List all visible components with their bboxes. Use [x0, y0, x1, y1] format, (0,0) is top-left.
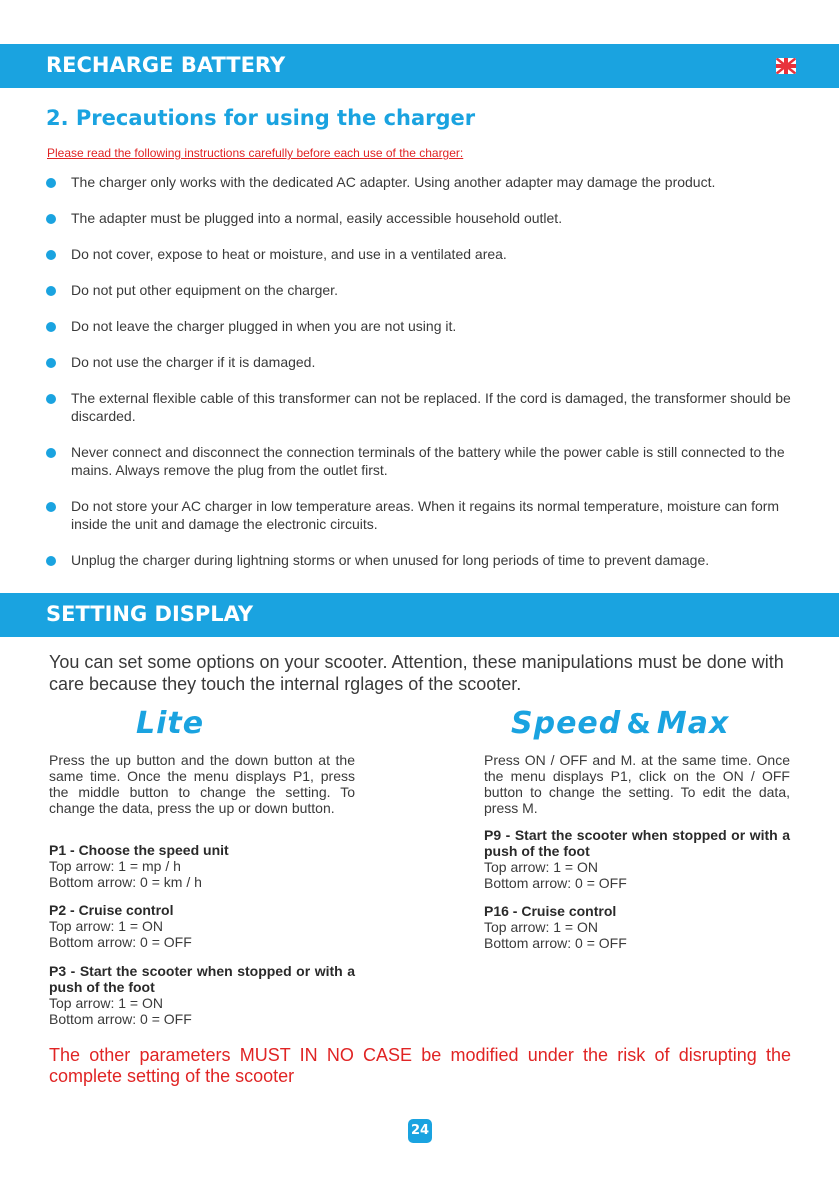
param-top-arrow: Top arrow: 1 = ON — [484, 859, 598, 875]
param-bottom-arrow: Bottom arrow: 0 = OFF — [484, 875, 627, 891]
param-top-arrow: Top arrow: 1 = ON — [484, 919, 598, 935]
recharge-battery-header — [0, 44, 839, 88]
param-heading: P16 - Cruise control — [484, 903, 617, 919]
speed-logo-text: Speed — [511, 706, 622, 741]
list-item: The charger only works with the dedicated AC adapter. Using another adapter may damage the product. — [46, 173, 796, 191]
param-heading: P2 - Cruise control — [49, 902, 174, 918]
param-bottom-arrow: Bottom arrow: 0 = OFF — [49, 1011, 192, 1027]
list-item: Never connect and disconnect the connection terminals of the battery while the power cable is still connected to the mains. Always remove the plug from the outlet first. — [46, 443, 796, 479]
lite-logo: Lite — [136, 706, 205, 741]
param-heading: P9 - Start the scooter when stopped or with a push of the foot — [484, 827, 790, 859]
param-bottom-arrow: Bottom arrow: 0 = OFF — [484, 935, 627, 951]
bullet-dot-icon — [46, 502, 56, 512]
list-item: The adapter must be plugged into a normal, easily accessible household outlet. — [46, 209, 796, 227]
param-block-p16 — [484, 903, 790, 951]
bullet-dot-icon — [46, 214, 56, 224]
max-logo-text: Max — [656, 706, 730, 741]
param-block-p9 — [484, 827, 790, 891]
param-heading: P3 - Start the scooter when stopped or with a push of the foot — [49, 963, 355, 995]
lite-column — [49, 752, 355, 1032]
precautions-title: 2. Precautions for using the charger — [46, 106, 476, 130]
header-title: RECHARGE BATTERY — [46, 53, 286, 77]
list-item: The external flexible cable of this transformer can not be replaced. If the cord is damaged, the transformer should be discarded. — [46, 389, 796, 425]
warning-note: The other parameters MUST IN NO CASE be modified under the risk of disrupting the complete setting of the scooter — [49, 1045, 791, 1086]
header-title: SETTING DISPLAY — [46, 602, 254, 626]
param-heading: P1 - Choose the speed unit — [49, 842, 229, 858]
param-bottom-arrow: Bottom arrow: 0 = OFF — [49, 934, 192, 950]
bullet-dot-icon — [46, 286, 56, 296]
setting-intro: You can set some options on your scooter. Attention, these manipulations must be done with care because they touch the internal rglages of the scooter. — [49, 652, 784, 694]
list-item: Do not store your AC charger in low temperature areas. When it regains its normal temperature, moisture can form inside the unit and damage the electronic circuits. — [46, 497, 796, 533]
bullet-dot-icon — [46, 448, 56, 458]
param-block-p1 — [49, 842, 355, 890]
param-bottom-arrow: Bottom arrow: 0 = km / h — [49, 874, 202, 890]
list-item: Do not cover, expose to heat or moisture, and use in a ventilated area. — [46, 245, 796, 263]
bullet-dot-icon — [46, 358, 56, 368]
list-item: Do not use the charger if it is damaged. — [46, 353, 796, 371]
param-top-arrow: Top arrow: 1 = ON — [49, 918, 163, 934]
speed-max-logo — [511, 706, 729, 741]
bullet-dot-icon — [46, 250, 56, 260]
read-instructions-note: Please read the following instructions carefully before each use of the charger: — [47, 146, 464, 160]
param-block-p2 — [49, 902, 355, 950]
setting-display-header — [0, 593, 839, 637]
bullet-dot-icon — [46, 178, 56, 188]
speed-max-column — [484, 752, 790, 952]
param-top-arrow: Top arrow: 1 = ON — [49, 995, 163, 1011]
ampersand-text: & — [626, 707, 652, 740]
bullet-dot-icon — [46, 394, 56, 404]
uk-flag-icon — [776, 58, 796, 74]
param-top-arrow: Top arrow: 1 = mp / h — [49, 858, 181, 874]
list-item: Do not put other equipment on the charger. — [46, 281, 796, 299]
bullet-dot-icon — [46, 556, 56, 566]
lite-instructions: Press the up button and the down button at the same time. Once the menu displays P1, press the middle button to change the setting. To change the data, press the up or down button. — [49, 752, 355, 816]
list-item: Unplug the charger during lightning storms or when unused for long periods of time to prevent damage. — [46, 551, 796, 569]
bullet-dot-icon — [46, 322, 56, 332]
speed-max-instructions: Press ON / OFF and M. at the same time. Once the menu displays P1, click on the ON / OFF button to change the setting. To edit the data, press M. — [484, 752, 790, 816]
page-number-badge: 24 — [408, 1119, 432, 1143]
list-item: Do not leave the charger plugged in when you are not using it. — [46, 317, 796, 335]
param-block-p3 — [49, 963, 355, 1027]
